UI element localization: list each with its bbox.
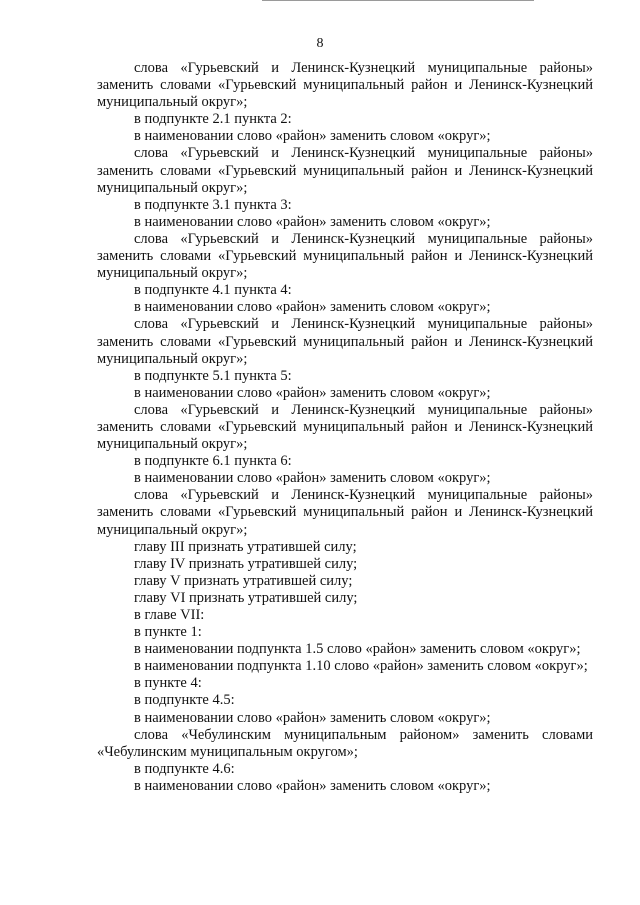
paragraph: главу V признать утратившей силу;	[134, 572, 353, 589]
paragraph: в наименовании слово «район» заменить словом «округ»;	[134, 470, 491, 487]
paragraph: слова «Чебулинским муниципальным районом» заменить словами «Чебулинским муниципальным округом»;	[97, 726, 593, 760]
paragraph: в наименовании слово «район» заменить словом «округ»;	[134, 777, 491, 794]
paragraph: в подпункте 2.1 пункта 2:	[134, 111, 292, 128]
top-rule	[262, 0, 534, 1]
paragraph: в подпункте 3.1 пункта 3:	[134, 196, 292, 213]
paragraph: в главе VII:	[134, 607, 205, 623]
paragraph: в подпункте 4.1 пункта 4:	[134, 282, 292, 299]
paragraph: в наименовании подпункта 1.10 слово «район» заменить словом «округ»;	[134, 658, 588, 675]
paragraph: слова «Гурьевский и Ленинск-Кузнецкий муниципальные районы» заменить словами «Гурьевский муниципальный район и Ленинск-Кузнецкий муниципальный округ»;	[97, 487, 593, 538]
paragraph: слова «Гурьевский и Ленинск-Кузнецкий муниципальные районы» заменить словами «Гурьевский муниципальный район и Ленинск-Кузнецкий муниципальный округ»;	[97, 316, 593, 367]
paragraph: в пункте 1:	[134, 624, 202, 641]
paragraph: в подпункте 5.1 пункта 5:	[134, 367, 292, 384]
paragraph: в наименовании подпункта 1.5 слово «район» заменить словом «округ»;	[134, 641, 581, 658]
paragraph: в наименовании слово «район» заменить словом «округ»;	[134, 299, 491, 316]
paragraph: в наименовании слово «район» заменить словом «округ»;	[134, 709, 491, 726]
paragraph: слова «Гурьевский и Ленинск-Кузнецкий муниципальные районы» заменить словами «Гурьевский муниципальный район и Ленинск-Кузнецкий муниципальный округ»;	[97, 60, 593, 111]
paragraph: главу IV признать утратившей силу;	[134, 555, 358, 572]
paragraph: слова «Гурьевский и Ленинск-Кузнецкий муниципальные районы» заменить словами «Гурьевский муниципальный район и Ленинск-Кузнецкий муниципальный округ»;	[97, 145, 593, 196]
page-number: 8	[316, 36, 324, 51]
document-body	[97, 60, 593, 795]
paragraph: главу VI признать утратившей силу;	[134, 589, 358, 606]
paragraph: слова «Гурьевский и Ленинск-Кузнецкий муниципальные районы» заменить словами «Гурьевский муниципальный район и Ленинск-Кузнецкий муниципальный округ»;	[97, 401, 593, 453]
paragraph: в пункте 4:	[134, 675, 202, 692]
paragraph: в подпункте 6.1 пункта 6:	[134, 453, 292, 470]
paragraph: в подпункте 4.5:	[134, 692, 235, 709]
paragraph: в наименовании слово «район» заменить словом «округ»;	[134, 128, 491, 145]
paragraph: слова «Гурьевский и Ленинск-Кузнецкий муниципальные районы» заменить словами «Гурьевский муниципальный район и Ленинск-Кузнецкий муниципальный округ»;	[97, 230, 593, 282]
paragraph: в подпункте 4.6:	[134, 760, 235, 777]
paragraph: в наименовании слово «район» заменить словом «округ»;	[134, 213, 491, 230]
paragraph: главу III признать утратившей силу;	[134, 538, 357, 555]
paragraph: в наименовании слово «район» заменить словом «округ»;	[134, 384, 491, 401]
